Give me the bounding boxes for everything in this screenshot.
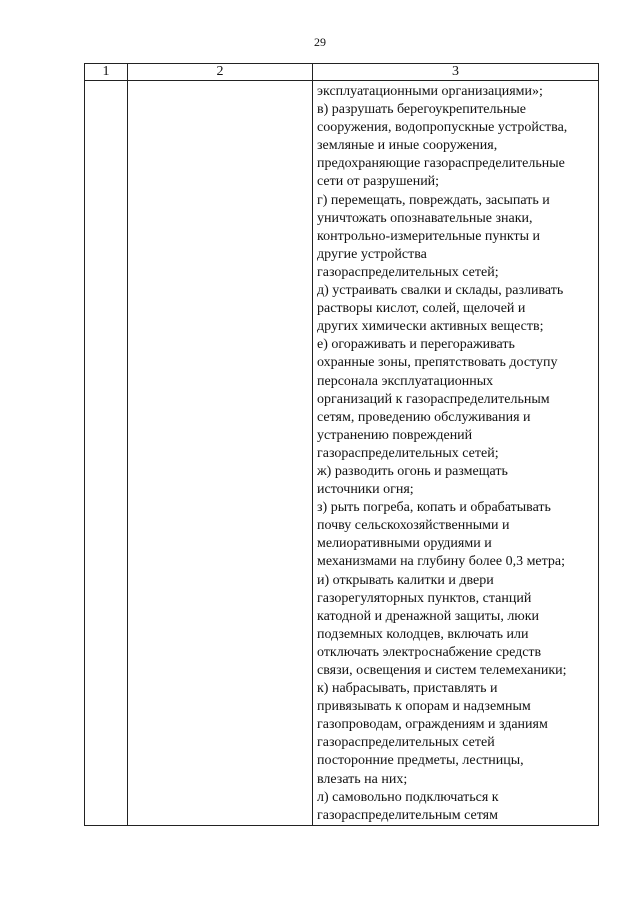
text-line: охранные зоны, препятствовать доступу [317,355,558,371]
text-line: катодной и дренажной защиты, люки [317,608,540,624]
text-line: отключать электроснабжение средств [317,644,542,660]
text-line: ж) разводить огонь и размещать [317,463,508,479]
text-line: влезать на них; [317,771,408,787]
text-line: устранению повреждений [317,427,473,443]
table-body-row [85,81,599,826]
text-line: связи, освещения и систем телемеханики; [317,663,567,678]
text-line: земляные и иные сооружения, [317,138,498,154]
text-line: мелиоративными орудиями и [317,536,492,552]
text-line: организаций к газораспределительным [317,391,550,407]
text-line: растворы кислот, солей, щелочей и [317,301,526,317]
text-line: сооружения, водопропускные устройства, [317,120,568,136]
text-line: привязывать к опорам и надземным [317,699,531,715]
text-line: и) открывать калитки и двери [317,572,494,588]
text-line: л) самовольно подключаться к [317,789,499,805]
text-line: контрольно-измерительные пункты и [317,228,541,244]
column-header-2: 2 [128,64,313,81]
text-line: к) набрасывать, приставлять и [317,681,498,697]
page-number: 29 [314,35,326,49]
text-line: газорегуляторных пунктов, станций [317,590,532,606]
text-line: сетям, проведению обслуживания и [317,409,531,425]
text-line: посторонние предметы, лестницы, [317,753,524,769]
text-line: газораспределительным сетям [317,807,498,823]
text-line: газораспределительных сетей [317,735,495,751]
column-header-1: 1 [85,64,128,81]
text-line: эксплуатационными организациями»; [317,84,543,99]
text-line: подземных колодцев, включать или [317,626,529,642]
column-2-cell [128,81,313,826]
table-header-row [85,64,599,81]
text-line: сети от разрушений; [317,174,440,190]
text-line: газопроводам, ограждениям и зданиям [317,717,548,733]
column-1-cell [85,81,128,826]
text-line: других химически активных веществ; [317,319,544,335]
text-line: з) рыть погреба, копать и обрабатывать [317,500,551,516]
text-line: газораспределительных сетей; [317,264,499,280]
text-line: газораспределительных сетей; [317,445,499,461]
column-3-cell [313,81,599,826]
text-line: механизмами на глубину более 0,3 метра; [317,554,566,570]
text-line: источники огня; [317,482,414,498]
document-table [84,63,599,826]
text-line: почву сельскохозяйственными и [317,518,510,534]
text-line: г) перемещать, повреждать, засыпать и [317,192,550,208]
column-header-3: 3 [313,64,599,81]
text-line: уничтожать опознавательные знаки, [317,210,533,226]
text-line: е) огораживать и перегораживать [317,337,515,353]
text-line: персонала эксплуатационных [317,373,494,389]
text-line: д) устраивать свалки и склады, разливать [317,283,564,299]
text-line: другие устройства [317,246,427,262]
text-line: предохраняющие газораспределительные [317,156,565,172]
text-line: в) разрушать берегоукрепительные [317,102,527,118]
